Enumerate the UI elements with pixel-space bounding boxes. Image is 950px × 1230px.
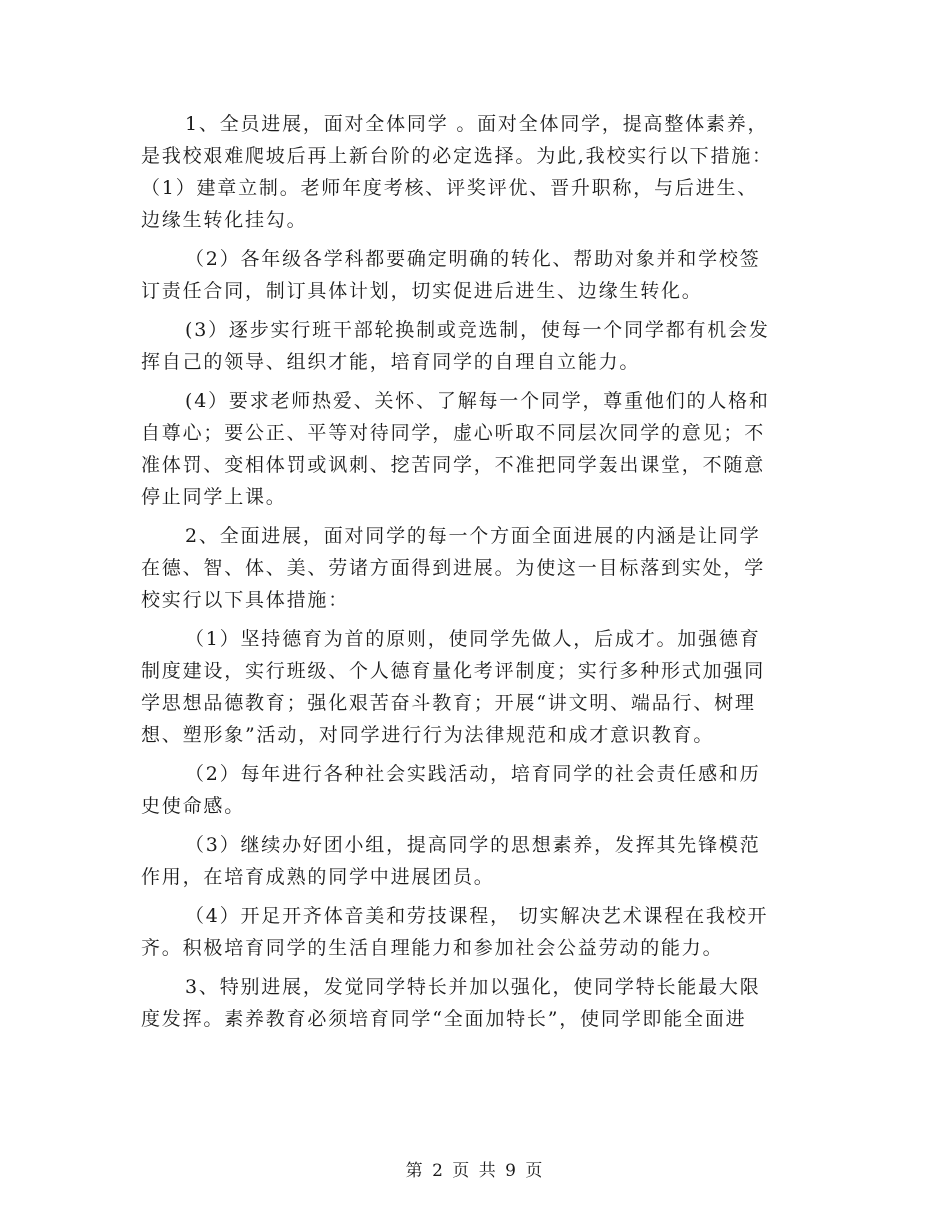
text-line: (3）逐步实行班干部轮换制或竞选制，使每一个同学都有机会发: [185, 319, 770, 341]
paragraph: [141, 971, 811, 1035]
text-line: 制度建设，实行班级、个人德育量化考评制度；实行多种形式加强同: [141, 660, 766, 682]
text-line: 齐。积极培育同学的生活自理能力和参加社会公益劳动的能力。: [141, 937, 724, 959]
paragraph: [141, 108, 811, 236]
paragraph: [141, 829, 811, 893]
text-line: 自尊心；要公正、平等对待同学，虚心听取不同层次同学的意见；不: [141, 422, 766, 444]
text-line: 度发挥。素养教育必须培育同学“全面加特长”，使同学即能全面进: [141, 1008, 747, 1030]
paragraph: [141, 623, 811, 751]
text-line: 史使命感。: [141, 795, 246, 817]
text-line: （1）建章立制。老师年度考核、评奖评优、晋升职称，与后进生、: [141, 177, 759, 199]
paragraph: [141, 758, 811, 822]
text-line: 作用，在培育成熟的同学中进展团员。: [141, 866, 495, 888]
paragraph: [141, 314, 811, 378]
text-line: 学思想品德教育；强化艰苦奋斗教育；开展“讲文明、端品行、树理: [141, 692, 756, 714]
page-number: 第 2 页 共 9 页: [405, 1161, 545, 1181]
text-line: 2、全面进展，面对同学的每一个方面全面进展的内涵是让同学: [185, 525, 761, 547]
text-line: 校实行以下具体措施：: [141, 589, 350, 611]
text-line: （3）继续办好团小组，提高同学的思想素养，发挥其先锋模范: [185, 834, 761, 856]
text-line: (4）要求老师热爱、关怀、了解每一个同学，尊重他们的人格和: [185, 390, 770, 412]
paragraph: [141, 520, 811, 616]
text-line: 想、塑形象”活动，对同学进行行为法律规范和成才意识教育。: [141, 724, 715, 746]
text-line: 准体罚、变相体罚或讽刺、挖苦同学，不准把同学轰出课堂，不随意: [141, 454, 766, 476]
text-line: 挥自己的领导、组织才能，培育同学的自理自立能力。: [141, 351, 641, 373]
text-line: （4）开足开齐体音美和劳技课程， 切实解决艺术课程在我校开: [185, 905, 769, 927]
text-line: 订责任合同，制订具体计划，切实促进后进生、边缘生转化。: [141, 280, 703, 302]
paragraph: [141, 900, 811, 964]
text-line: 在德、智、体、美、劳诸方面得到进展。为使这一目标落到实处，学: [141, 557, 766, 579]
paragraph: [141, 385, 811, 513]
text-line: 边缘生转化挂勾。: [141, 209, 308, 231]
text-line: （1）坚持德育为首的原则，使同学先做人，后成才。加强德育: [185, 628, 761, 650]
text-line: （2）每年进行各种社会实践活动，培育同学的社会责任感和历: [185, 763, 761, 785]
paragraph: [141, 243, 811, 307]
text-line: 1、全员进展，面对全体同学 。面对全体同学，提高整体素养，: [185, 113, 769, 135]
text-line: （2）各年级各学科都要确定明确的转化、帮助对象并和学校签: [185, 248, 761, 270]
text-line: 3、特别进展，发觉同学特长并加以强化，使同学特长能最大限: [185, 976, 761, 998]
document-body: [141, 108, 811, 1042]
text-line: 是我校艰难爬坡后再上新台阶的必定选择。为此,我校实行以下措施：: [141, 145, 773, 167]
text-line: 停止同学上课。: [141, 486, 287, 508]
